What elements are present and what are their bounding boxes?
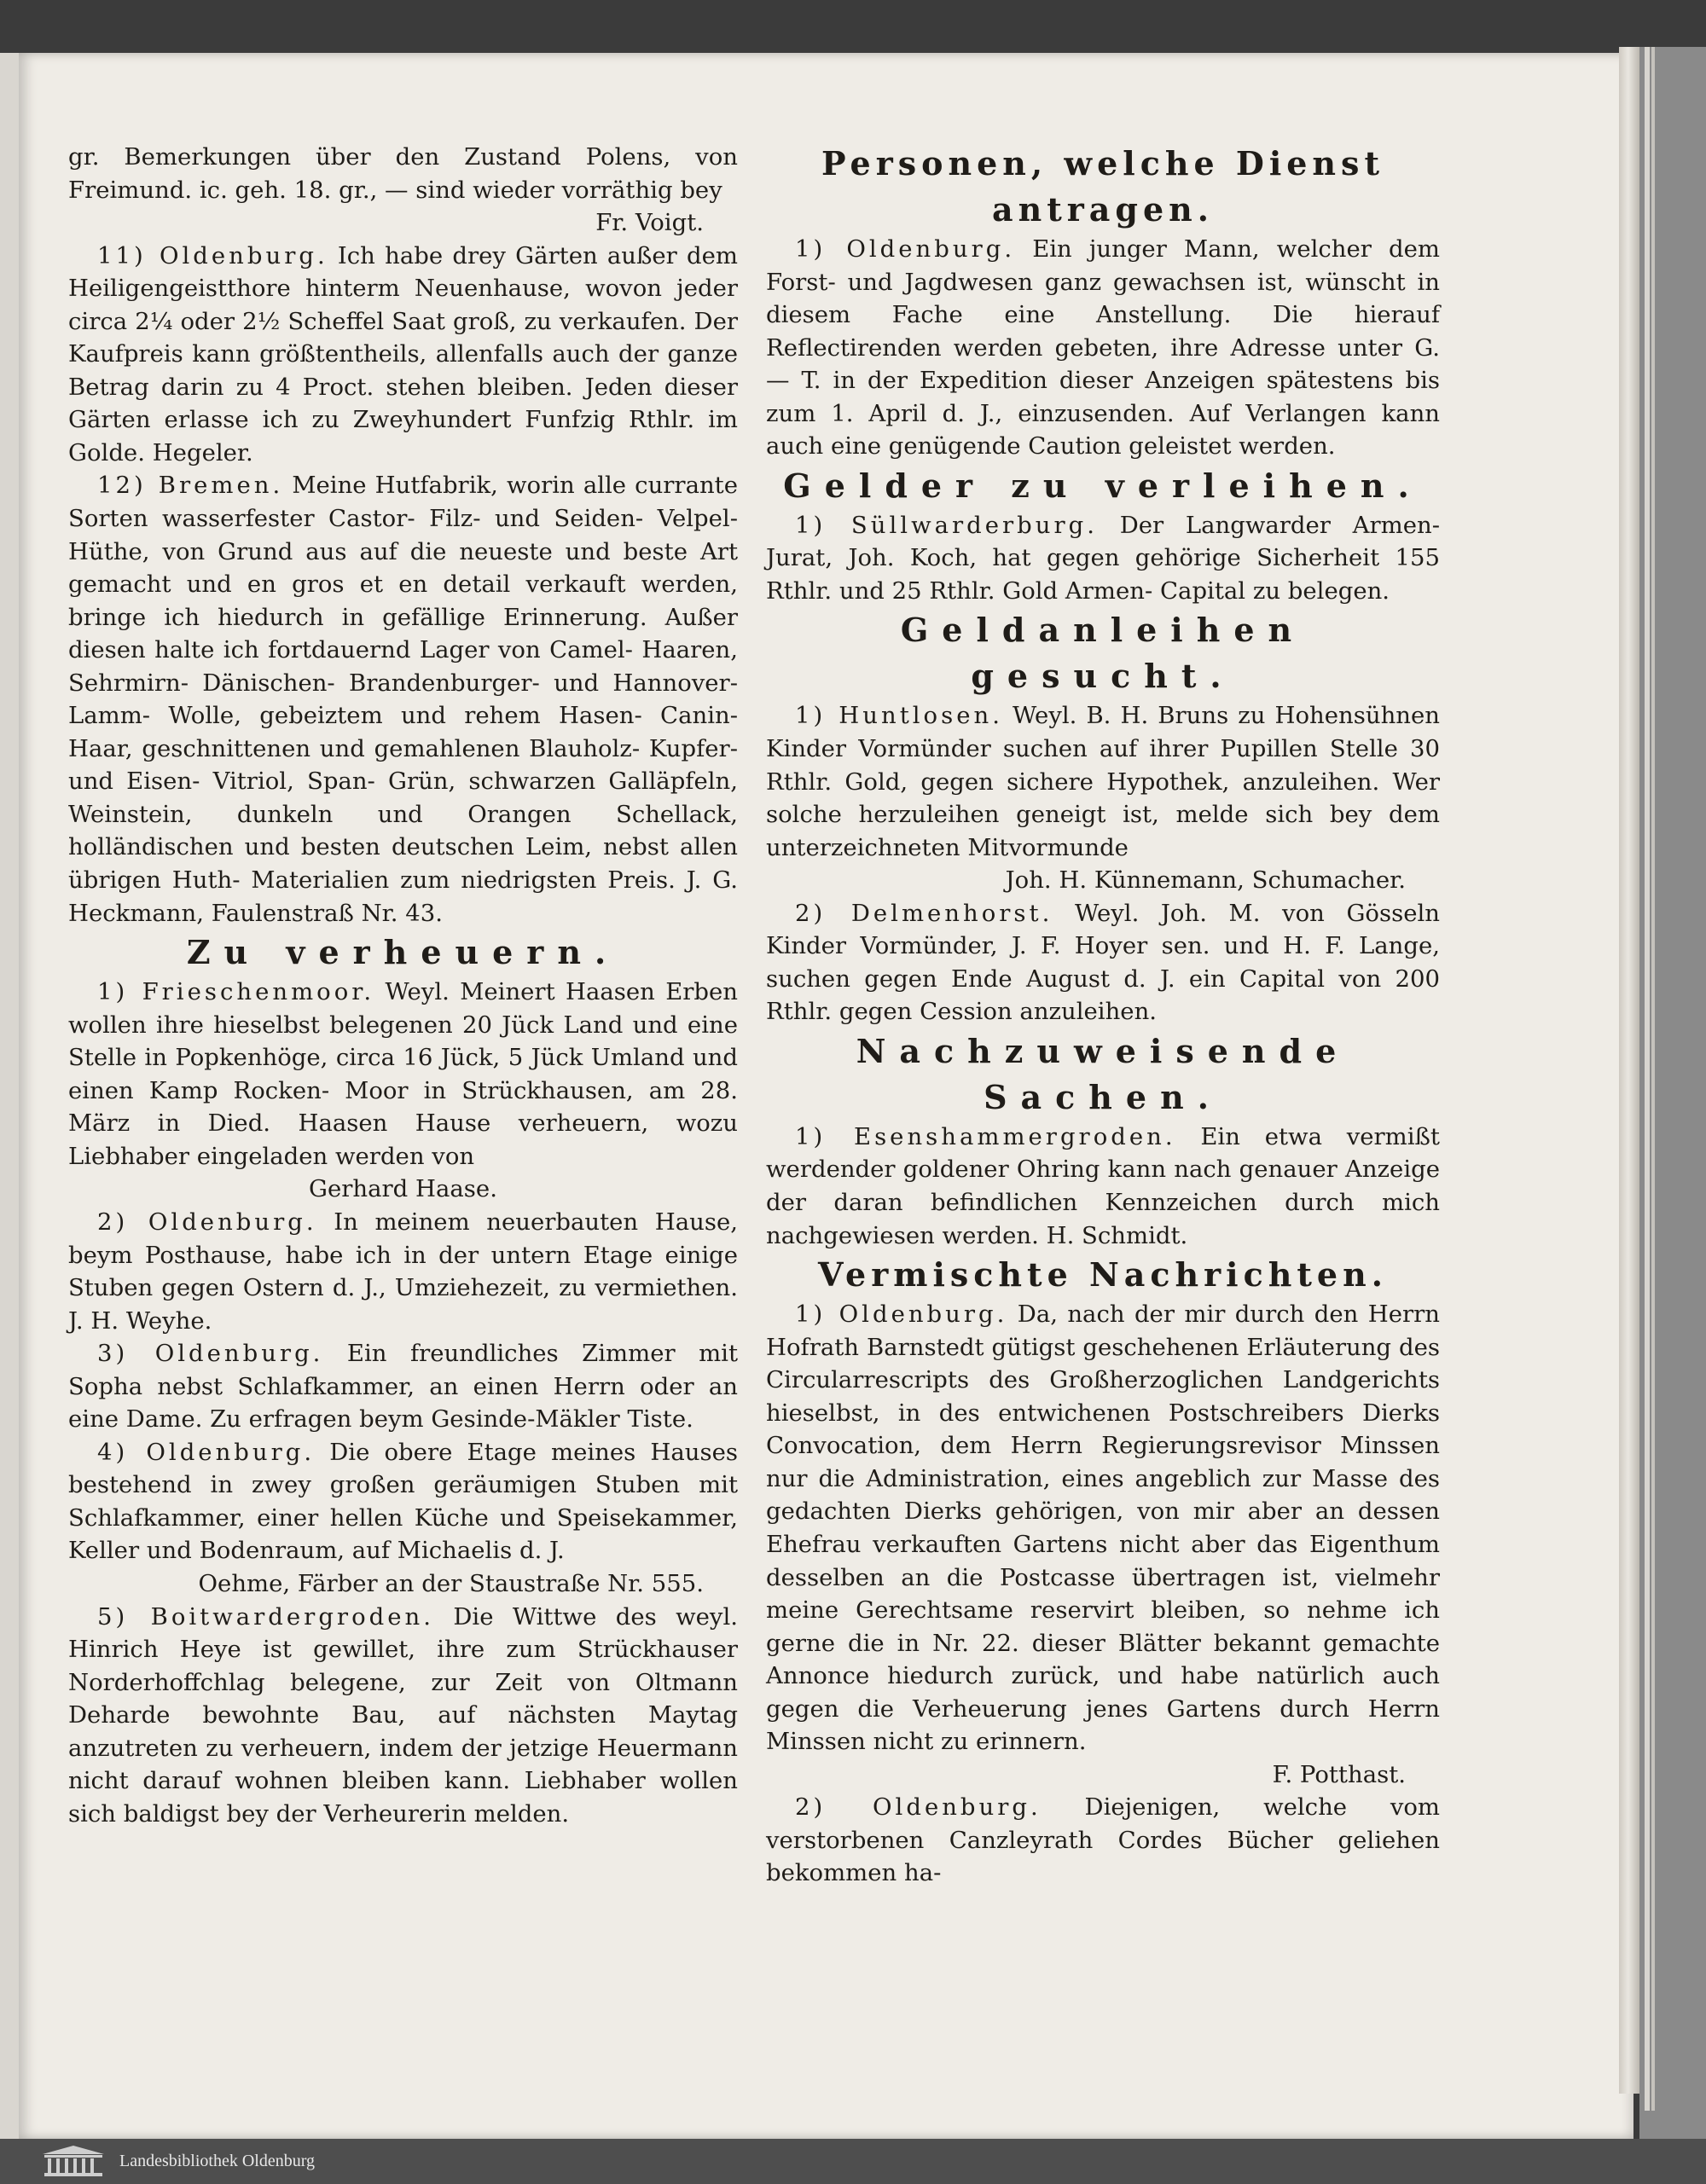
ad-11 (68, 240, 738, 470)
found-1-text: Ein etwa vermißt werdender goldener Ohring kann nach genauer Anzeige der daran befindlichen Kennzeichen durch mich nachgewiesen werden. (766, 1122, 1440, 1249)
rent-4-place: 4) Oldenburg. (97, 1438, 316, 1466)
loan-1-signature: Joh. H. Künnemann, Schumacher. (1005, 866, 1406, 895)
service-1 (766, 233, 1440, 463)
scan-background-top (0, 0, 1706, 53)
rent-3 (68, 1337, 738, 1436)
rent-3-text: Ein freundliches Zimmer mit Sopha nebst Schlafkammer, an einen Herrn oder an eine Dame. Zu erfragen beym Gesinde-Mäkler Tiste. (68, 1340, 739, 1434)
right-column (766, 141, 1440, 1890)
ad-11-text: Ich habe drey Gärten außer dem Heiligengeistthore hinterm Neuenhause, wovon jeder circa 2¼ oder 2½ Scheffel Saat groß, zu verkaufen. Der Kaufpreis kann größtentheils, allenfalls auch der ganze Betrag darin zu 4 Proct. stehen bleiben. Jeden dieser Gärten erlasse ich zu Zweyhundert Funfzig Rthlr. im Golde. (68, 241, 738, 466)
rent-1-signature: Gerhard Haase. (309, 1175, 497, 1203)
rent-5-text: Die Wittwe des weyl. Hinrich Heye ist gewillet, ihre zum Strückhauser Norderhoffchlag belegene, zur Zeit von Oltmann Deharde bewohnte Bau, auf nächsten Maytag anzutreten zu verheuern, indem der jetzige Heuermann nicht darauf wohnen bleiben kann. Liebhaber wollen sich baldigst bey der Verheurerin melden. (68, 1602, 738, 1828)
rent-4 (68, 1436, 738, 1567)
rent-4-text: Die obere Etage meines Hauses bestehend in zwey großen geräumigen Stuben mit Schlafkammer, einer hellen Küche und Speisekammer, Keller und Bodenraum, auf Michaelis d. J. (68, 1438, 739, 1565)
rent-1 (68, 976, 738, 1173)
heading-vermischte-nachrichten: Vermischte Nachrichten. (818, 1255, 1388, 1295)
found-1-place: 1) Esenshammergroden. (795, 1122, 1176, 1150)
rent-5-place: 5) Boitwardergroden. (97, 1602, 434, 1631)
misc-1-signature: F. Potthast. (1272, 1760, 1406, 1788)
rent-2 (68, 1206, 738, 1337)
intro-paragraph (68, 141, 738, 206)
rent-4-signature: Oehme, Färber an der Staustraße Nr. 555. (198, 1569, 704, 1597)
lend-1 (766, 509, 1440, 608)
rent-2-place: 2) Oldenburg. (97, 1208, 317, 1236)
library-name: Landesbibliothek Oldenburg (119, 2152, 316, 2170)
ad-12 (68, 469, 738, 930)
loan-1-place: 1) Huntlosen. (795, 702, 1003, 730)
ad-12-text: Meine Hutfabrik, worin alle currante Sorten wasserfester Castor- Filz- und Seiden- Velpel- Hüthe, von Grund aus auf die neueste und beste Art gemacht und en gros et en detail verkauft werden, bringe ich hiedurch in gefällige Erinnerung. Außer diesen halte ich fortdauernd Lager von Camel- Haaren, Sehrmirn- Dänischen- Brandenburger- und Hannover-Lamm- Wolle, gebeiztem und rehem Hasen- Canin- Haar, geschnittenen und gemahlenen Blauholz- Kupfer- und Eisen- Vitriol, Span- Grün, schwarzen Galläpfeln, Weinstein, dunkeln und Orangen Schellack, holländischen und besten deutschen Leim, nebst allen übrigen Huth- Materialien zum niedrigsten Preis. (68, 472, 738, 895)
rent-2-signature: J. H. Weyhe. (68, 1306, 212, 1335)
left-column (68, 141, 738, 1830)
rent-1-text: Weyl. Meinert Haasen Erben wollen ihre hieselbst belegenen 20 Jück Land und eine Stelle in Popkenhöge, circa 16 Jück, 5 Jück Umland und einen Kamp Rocken- Moor in Strückhausen, am 28. März in Died. Haasen Hause verheuern, wozu Liebhaber eingeladen werden von (68, 978, 739, 1170)
lend-1-text: Der Langwarder Armen- Jurat, Joh. Koch, hat gegen gehörige Sicherheit 155 Rthlr. und 25 Rthlr. Gold Armen- Capital zu belegen. (766, 511, 1440, 605)
library-building-icon (39, 2144, 107, 2178)
rent-2-text: In meinem neuerbauten Hause, beym Posthause, habe ich in der untern Etage einige Stuben gegen Ostern d. J., Umziehezeit, zu vermiethen. (68, 1208, 738, 1302)
service-1-text: Ein junger Mann, welcher dem Forst- und Jagdwesen ganz gewachsen ist, wünscht in diesem Fache eine Anstellung. Die hierauf Reflectirenden werden gebeten, ihre Adresse unter G. — T. in der Expedition dieser Anzeigen spätestens bis zum 1. April d. J., einzusenden. Auf Verlangen kann auch eine genügende Caution geleistet werden. (766, 235, 1440, 461)
loan-2-place: 2) Delmenhorst. (795, 899, 1053, 927)
facing-page-edge (0, 53, 19, 2139)
found-1 (766, 1121, 1440, 1252)
rent-1-place: 1) Frieschenmoor. (97, 978, 375, 1006)
loan-2-text: Weyl. Joh. M. von Gösseln Kinder Vormünder, J. F. Hoyer sen. und H. F. Lange, suchen gegen Ende August d. J. ein Capital von 200 Rthlr. gegen Cession anzuleihen. (766, 899, 1440, 1026)
heading-zu-verheuern: Zu verheuern. (186, 933, 620, 972)
misc-1 (766, 1298, 1440, 1758)
misc-1-place: 1) Oldenburg. (795, 1301, 1008, 1329)
loan-1-text: Weyl. B. H. Bruns zu Hohensühnen Kinder Vormünder suchen auf ihrer Pupillen Stelle 30 Rthlr. Gold, gegen sichere Hypothek, anzuleihen. Wer solche herzuleihen geneigt ist, melde sich bey dem unterzeichneten Mitvormunde (766, 702, 1440, 861)
rent-3-place: 3) Oldenburg. (97, 1340, 324, 1368)
loan-1 (766, 699, 1440, 864)
misc-2 (766, 1791, 1440, 1890)
heading-dienst-antragen: Personen, welche Dienst antragen. (821, 144, 1385, 229)
service-1-place: 1) Oldenburg. (795, 235, 1016, 263)
heading-gelder-zu-verleihen: Gelder zu verleihen. (783, 466, 1423, 505)
page-edge-line (1651, 47, 1655, 2111)
intro-text: gr. Bemerkungen über den Zustand Polens, von Freimund. ic. geh. 18. gr., — sind wieder vorräthig bey (68, 143, 738, 204)
loan-2 (766, 897, 1440, 1028)
heading-nachzuweisende-sachen: Nachzuweisende Sachen. (856, 1031, 1350, 1116)
ad-12-place: 12) Bremen. (97, 472, 284, 500)
intro-signature: Fr. Voigt. (595, 209, 704, 237)
lend-1-place: 1) Süllwarderburg. (795, 511, 1098, 539)
ad-11-signature: Hegeler. (152, 438, 253, 466)
misc-2-place: 2) Oldenburg. (795, 1793, 1042, 1822)
found-1-signature: H. Schmidt. (1046, 1221, 1188, 1249)
misc-2-text: Diejenigen, welche vom verstorbenen Canzleyrath Cordes Bücher geliehen bekommen ha- (766, 1793, 1441, 1887)
rent-5 (68, 1601, 738, 1831)
heading-geldanleihen-gesucht: Geldanleihen gesucht. (900, 611, 1306, 696)
ad-11-place: 11) Oldenburg. (97, 241, 328, 269)
page-stack-edge (1639, 47, 1706, 2139)
page-edge-line (1645, 47, 1650, 2111)
ad-12-signature: J. G. Heckmann, Faulenstraß Nr. 43. (68, 866, 738, 927)
misc-1-text: Da, nach der mir durch den Herrn Hofrath Barnstedt gütigst geschehenen Erläuterung des Circularrescripts des Großherzoglichen Landgerichts hieselbst, in des entwichenen Postschreibers Dierks Convocation, dem Herrn Regierungsrevisor Minssen nur die Administration, eines angeblich zur Masse des gedachten Dierks gehörigen, von mir aber an dessen Ehefrau verkauften Gartens nicht aber das Eigenthum desselben an die Postcasse übertragen ist, vielmehr meine Gerechtsame reservirt bleiben, so nehme ich gerne die in Nr. 22. dieser Blätter bekannt gemachte Annonce hiedurch zurück, und habe natürlich auch gegen die Verheuerung jenes Gartens durch Herrn Minssen nicht zu erinnern. (766, 1301, 1440, 1756)
page-gutter (1619, 47, 1639, 2094)
